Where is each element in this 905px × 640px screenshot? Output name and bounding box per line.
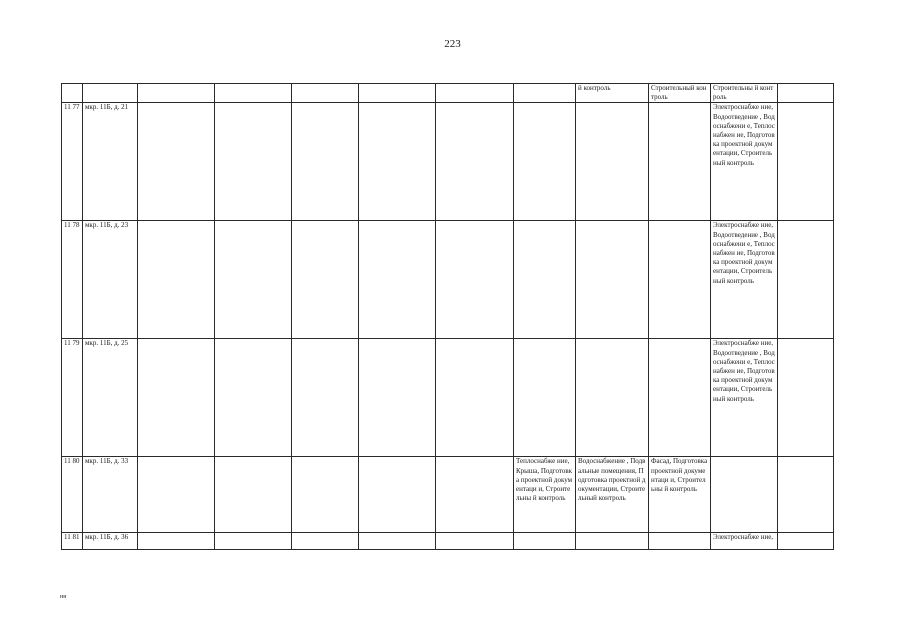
- table-cell: Электроснабже ние,: [711, 533, 778, 550]
- table-cell: [292, 103, 359, 221]
- table-cell: Фасад, Подготовка проектной документаци и, Строительны й контроль: [649, 457, 711, 533]
- table-cell: [215, 339, 292, 457]
- table-row: [62, 103, 834, 221]
- table-cell: [215, 533, 292, 550]
- row-id: 11 78: [62, 221, 83, 339]
- table-cell: [778, 103, 834, 221]
- table-cell: [514, 533, 576, 550]
- row-id: 11 80: [62, 457, 83, 533]
- table-cell: [514, 84, 576, 103]
- table-cell: Строительны й контроль: [711, 84, 778, 103]
- table-cell: [359, 221, 436, 339]
- table-row: [62, 339, 834, 457]
- table-cell: [436, 457, 514, 533]
- table-cell: [359, 103, 436, 221]
- table-cell: [138, 84, 215, 103]
- table-cell: [138, 103, 215, 221]
- table-cell: [292, 339, 359, 457]
- row-address: мкр. 11Б, д. 21: [83, 103, 138, 221]
- row-address: мкр. 11Б, д. 25: [83, 339, 138, 457]
- table-cell: [778, 533, 834, 550]
- table-cell: [138, 221, 215, 339]
- row-address: [83, 84, 138, 103]
- table-cell: [359, 84, 436, 103]
- table-cell: [576, 533, 649, 550]
- table-cell: [292, 84, 359, 103]
- table-row: [62, 84, 834, 103]
- page-number: 223: [444, 38, 461, 50]
- row-id: 11 77: [62, 103, 83, 221]
- table-cell: [215, 103, 292, 221]
- table-row: [62, 457, 834, 533]
- row-id: 11 81: [62, 533, 83, 550]
- table-cell: [778, 339, 834, 457]
- table-cell: [359, 533, 436, 550]
- table-cell: [778, 84, 834, 103]
- table-cell: Водоснабжение , Подвальные помещения, Подготовка проектной документации, Строительный контроль: [576, 457, 649, 533]
- table-cell: [514, 339, 576, 457]
- table-cell: [649, 339, 711, 457]
- table-cell: [436, 221, 514, 339]
- table-cell: [436, 339, 514, 457]
- table-cell: [359, 339, 436, 457]
- table-row: [62, 533, 834, 550]
- table-cell: [711, 457, 778, 533]
- table-cell: [138, 457, 215, 533]
- table-cell: [292, 457, 359, 533]
- housing-works-table: [61, 83, 834, 550]
- table-cell: Электроснабже ние, Водоотведение , Водоснабжени е, Теплоснабжен ие, Подготовка проектной документации, Строительный контроль: [711, 103, 778, 221]
- table-cell: Строительный контроль: [649, 84, 711, 103]
- row-address: мкр. 11Б, д. 23: [83, 221, 138, 339]
- table-cell: [436, 84, 514, 103]
- table-cell: [138, 339, 215, 457]
- table-cell: й контроль: [576, 84, 649, 103]
- table-cell: [576, 339, 649, 457]
- table-cell: [649, 221, 711, 339]
- row-address: мкр. 11Б, д. 33: [83, 457, 138, 533]
- footer-mark: нн: [60, 594, 67, 600]
- table-cell: [436, 533, 514, 550]
- table-cell: [292, 221, 359, 339]
- table-cell: Электроснабже ние, Водоотведение , Водоснабжени е, Теплоснабжен ие, Подготовка проектной документации, Строительный контроль: [711, 339, 778, 457]
- table-cell: [292, 533, 359, 550]
- row-address: мкр. 11Б, д. 36: [83, 533, 138, 550]
- table-cell: [778, 221, 834, 339]
- table-cell: [215, 84, 292, 103]
- table-cell: [649, 103, 711, 221]
- table-cell: [649, 533, 711, 550]
- row-id: 11 79: [62, 339, 83, 457]
- row-id: [62, 84, 83, 103]
- table-cell: [215, 221, 292, 339]
- table-cell: Электроснабже ние, Водоотведение , Водоснабжени е, Теплоснабжен ие, Подготовка проектной документации, Строительный контроль: [711, 221, 778, 339]
- table-cell: [215, 457, 292, 533]
- table-cell: [514, 221, 576, 339]
- table-cell: [359, 457, 436, 533]
- table-cell: [778, 457, 834, 533]
- table-cell: [576, 221, 649, 339]
- table-cell: [514, 103, 576, 221]
- table-cell: Теплоснабже ние, Крыша, Подготовка проектной документаци и, Строительны й контроль: [514, 457, 576, 533]
- table-cell: [138, 533, 215, 550]
- table-cell: [576, 103, 649, 221]
- table-row: [62, 221, 834, 339]
- table-cell: [436, 103, 514, 221]
